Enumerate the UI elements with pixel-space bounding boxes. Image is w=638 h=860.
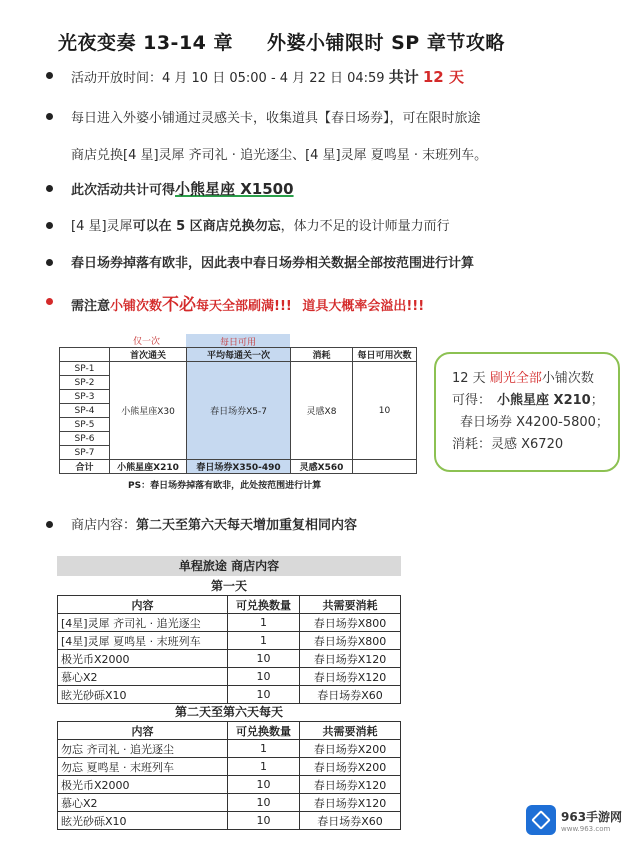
col-cost: 共需要消耗 — [300, 596, 401, 614]
col-quantity: 可兑换数量 — [228, 722, 300, 740]
header-daily-uses: 每日可用次数 — [353, 348, 417, 362]
daily-uses-value: 10 — [353, 362, 417, 460]
title-part2: 外婆小铺限时 SP 章节攻略 — [267, 32, 505, 54]
bullet-dot — [46, 72, 53, 79]
table-row: 极光币X2000 10 春日场券X120 — [58, 776, 401, 794]
header-cost: 消耗 — [291, 348, 353, 362]
total-first: 小熊星座X210 — [110, 460, 187, 474]
event-time-line: 活动开放时间：4 月 10 日 05:00 - 4 月 22 日 04:59 共计 12 天 — [71, 68, 464, 86]
tag-daily: 每日可用 — [186, 334, 290, 349]
col-content: 内容 — [58, 596, 228, 614]
total-cost: 灵感X560 — [291, 460, 353, 474]
bullet-dot-red — [46, 298, 53, 305]
summary-table — [59, 347, 417, 474]
col-content: 内容 — [58, 722, 228, 740]
first-clear-value: 小熊星座X30 — [110, 362, 187, 460]
shop-title: 单程旅途 商店内容 — [57, 556, 401, 576]
row-label: SP-1 — [60, 362, 110, 376]
day2-title: 第二天至第六天每天 — [174, 705, 283, 719]
table-row: 眩光砂砾X10 10 春日场券X60 — [58, 812, 401, 830]
row-label: SP-2 — [60, 376, 110, 390]
col-cost: 共需要消耗 — [300, 722, 401, 740]
day2-table — [57, 721, 401, 830]
bullet-dot — [46, 113, 53, 120]
total-reward-line: 此次活动共计可得小熊星座 X1500 — [71, 180, 294, 198]
header-avg-clear: 平均每通关一次 — [187, 348, 291, 362]
collect-info-line1: 每日进入外婆小铺通过灵感关卡，收集道具【春日场券】，可在限时旅途 — [71, 111, 481, 126]
table-row: 慕心X2 10 春日场券X120 — [58, 668, 401, 686]
table-row: 慕心X2 10 春日场券X120 — [58, 794, 401, 812]
table-row: 极光币X2000 10 春日场券X120 — [58, 650, 401, 668]
note-line4: 消耗：灵感 X6720 — [452, 437, 564, 452]
bullet-dot — [46, 185, 53, 192]
header-first-clear: 首次通关 — [110, 348, 187, 362]
row-label: SP-4 — [60, 404, 110, 418]
row-label: SP-5 — [60, 418, 110, 432]
table-row: 眩光砂砾X10 10 春日场券X60 — [58, 686, 401, 704]
bullet-dot — [46, 222, 53, 229]
day1-table — [57, 595, 401, 704]
row-label: SP-3 — [60, 390, 110, 404]
avg-clear-value: 春日场券X5-7 — [187, 362, 291, 460]
note-line2: 可得： 小熊星座 X210； — [452, 393, 604, 408]
site-watermark[interactable] — [526, 805, 622, 835]
page-title — [58, 28, 505, 55]
bullet-dot — [46, 521, 53, 528]
warning-line: 需注意小铺次数不必每天全部刷满!!! 道具大概率会溢出!!! — [71, 295, 425, 315]
table-row: 勿忘 夏鸣星 · 末班列车 1 春日场券X200 — [58, 758, 401, 776]
shop-content-line: 商店内容：第二天至第六天每天增加重复相同内容 — [71, 518, 358, 533]
exchange-tip-line: [4 星]灵犀可以在 5 区商店兑换勿忘，体力不足的设计师量力而行 — [71, 219, 450, 234]
total-label: 合计 — [60, 460, 110, 474]
ps-note: PS：春日场券掉落有欧非，此处按范围进行计算 — [128, 481, 322, 491]
watermark-name: 963手游网 — [561, 809, 623, 824]
table-row: 勿忘 齐司礼 · 追光逐尘 1 春日场券X200 — [58, 740, 401, 758]
col-quantity: 可兑换数量 — [228, 596, 300, 614]
cube-logo-icon — [526, 805, 556, 835]
watermark-url: www.963.com — [561, 824, 611, 833]
collect-info-line2: 商店兑换[4 星]灵犀 齐司礼 · 追光逐尘、[4 星]灵犀 夏鸣星 · 末班列车。 — [71, 148, 488, 163]
table-row: [4星]灵犀 齐司礼 · 追光逐尘 1 春日场券X800 — [58, 614, 401, 632]
total-avg: 春日场券X350-490 — [187, 460, 291, 474]
day1-title: 第一天 — [210, 579, 247, 593]
note-line3: 春日场券 X4200-5800； — [460, 415, 609, 430]
summary-note-box — [434, 352, 620, 472]
tag-once: 仅一次 — [133, 337, 161, 347]
drop-note-line: 春日场券掉落有欧非，因此表中春日场券相关数据全部按范围进行计算 — [71, 256, 475, 271]
row-label: SP-6 — [60, 432, 110, 446]
row-label: SP-7 — [60, 446, 110, 460]
bullet-dot — [46, 259, 53, 266]
title-part1: 光夜变奏 13-14 章 — [58, 32, 233, 54]
table-row: [4星]灵犀 夏鸣星 · 末班列车 1 春日场券X800 — [58, 632, 401, 650]
note-line1: 12 天 刷光全部小铺次数 — [452, 371, 594, 386]
cost-value: 灵感X8 — [291, 362, 353, 460]
